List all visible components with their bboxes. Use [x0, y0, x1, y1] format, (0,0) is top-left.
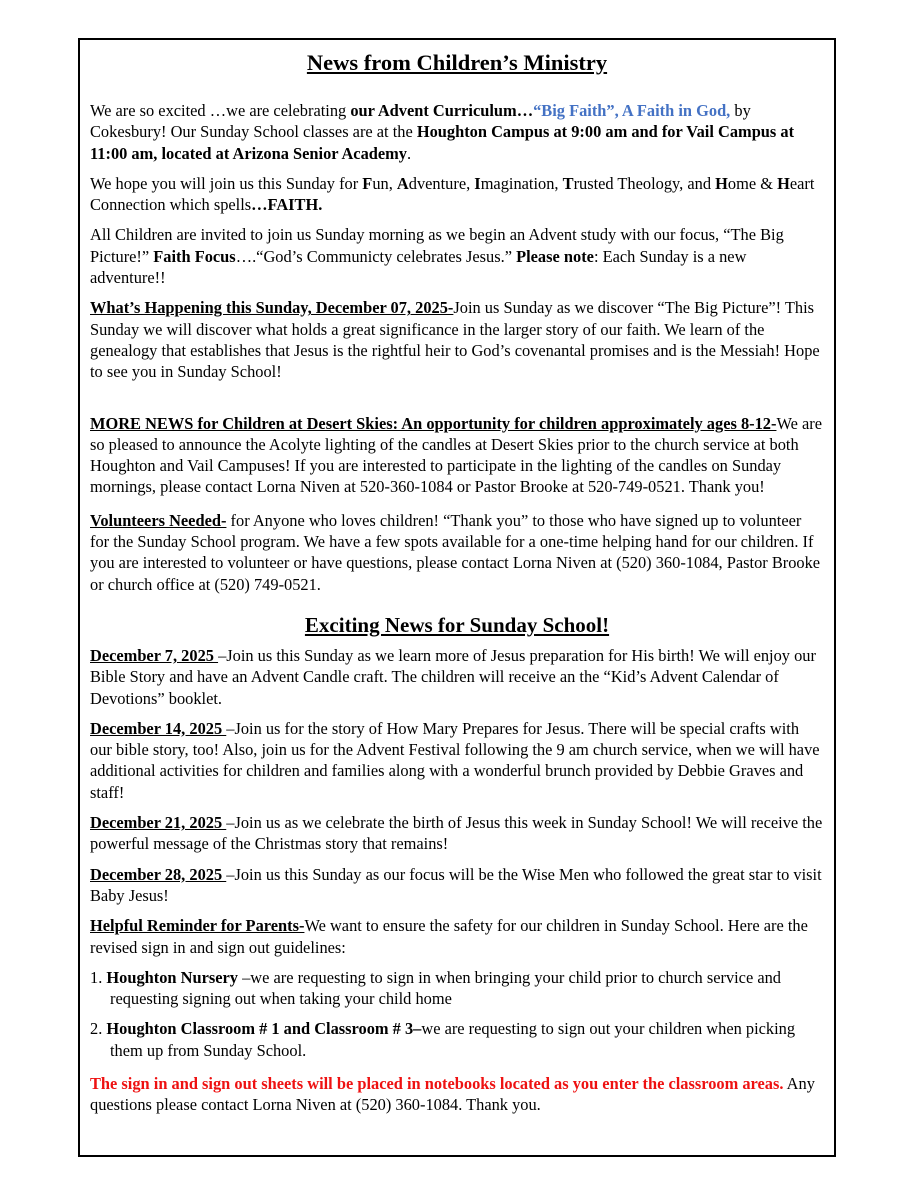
text-run: rusted Theology, and	[573, 173, 716, 193]
text-run: ome &	[727, 173, 778, 193]
paragraph	[90, 297, 824, 382]
paragraph	[90, 645, 824, 709]
text-run: 2.	[90, 1019, 107, 1039]
paragraph	[90, 812, 824, 855]
text-run: Houghton Classroom # 1 and Classroom # 3–	[106, 1019, 422, 1039]
text-run: Faith Focus	[153, 246, 236, 266]
text-run: Join us Sunday as we discover “The Big Picture”! This Sunday we will discover what holds a great significance in the larger story of our faith. We learn of the genealogy that establishes that Jesus is the rightful heir to God’s covenantal promises and is the Messiah! Hope to see you in Sunday School!	[90, 298, 820, 382]
text-run: All Children are invited to join us Sunday morning as we begin an Advent study with our focus, “The Big Picture!”	[90, 225, 784, 266]
text-run: MORE NEWS for Children at Desert Skies: An opportunity for children approximately ages 8-12-	[90, 413, 777, 433]
text-run: –Join us as we celebrate the birth of Jesus this week in Sunday School! We will receive the powerful message of the Christmas story that remains!	[90, 813, 823, 854]
text-run: eart Connection which spells	[90, 173, 815, 215]
text-run: magination,	[480, 173, 563, 193]
text-run: F	[362, 173, 373, 193]
text-run: Volunteers Needed-	[90, 510, 227, 530]
paragraph	[90, 413, 824, 498]
text-run: 1.	[90, 967, 107, 987]
text-run: H	[777, 173, 790, 193]
section-sunday-school	[90, 645, 824, 1116]
alert-red-text: The sign in and sign out sheets will be placed in notebooks located as you enter the classroom areas.	[90, 1073, 784, 1093]
text-run: December 7, 2025	[90, 645, 219, 665]
text-run: We are so pleased to announce the Acolyte lighting of the candles at Desert Skies prior to the church service at both Houghton and Vail Campuses! If you are interested to participate in the lighting of the candles on Sunday mornings, please contact Lorna Niven at 520-360-1084 or Pastor Brooke at 520-749-0521. Thank you!	[90, 413, 822, 497]
text-run: dventure,	[408, 173, 475, 193]
list-item	[90, 967, 824, 1010]
text-run: –we are requesting to sign in when bringing your child prior to church service and requesting signing out when taking your child home	[110, 967, 782, 1009]
section-heading-sunday-school: Exciting News for Sunday School!	[304, 612, 610, 637]
paragraph	[90, 864, 824, 907]
text-run: : Each Sunday is a new adventure!!	[90, 246, 747, 288]
highlighted-blue-text: “Big Faith”, A Faith in God,	[533, 101, 731, 120]
text-run: I	[474, 173, 481, 193]
text-run: December 28, 2025	[90, 864, 227, 884]
paragraph	[90, 718, 824, 803]
paragraph	[90, 510, 824, 595]
text-run: .	[407, 143, 412, 163]
section-children-ministry	[90, 100, 824, 595]
text-run: Any questions please contact Lorna Niven at (520) 360-1084. Thank you.	[90, 1073, 815, 1115]
paragraph	[90, 100, 824, 164]
text-run: un,	[372, 173, 397, 193]
text-run: A	[396, 173, 409, 193]
document-title: News from Children’s Ministry	[306, 50, 608, 75]
text-run: We want to ensure the safety for our children in Sunday School. Here are the revised sign in and sign out guidelines:	[90, 916, 808, 957]
text-run: for Anyone who loves children! “Thank you” to those who have signed up to volunteer for the Sunday School program. We have a few spots available for a one-time helping hand for our children. If you are interested to volunteer or have questions, please contact Lorna Niven at (520) 360-1084, Pastor Brooke or church office at (520) 749-0521.	[90, 510, 821, 594]
paragraph	[90, 915, 824, 958]
text-run: –Join us this Sunday as our focus will be the Wise Men who followed the great star to visit Baby Jesus!	[90, 864, 822, 905]
text-run: Houghton Campus at 9:00 am and for Vail Campus at 11:00 am, located at Arizona Senior Academy	[90, 122, 795, 163]
text-run: we are requesting to sign out your children when picking them up from Sunday School.	[110, 1019, 796, 1060]
paragraph	[90, 224, 824, 288]
text-run: …FAITH.	[251, 195, 323, 215]
text-run: H	[715, 173, 728, 193]
text-run: T	[562, 173, 574, 193]
text-run: –Join us this Sunday as we learn more of Jesus preparation for His birth! We will enjoy our Bible Story and have an Advent Candle craft. The children will receive an the “Kid’s Advent Calendar of Devotions” booklet.	[90, 645, 816, 708]
text-run: by Cokesbury! Our Sunday School classes are at the	[90, 101, 751, 142]
text-run: Please note	[516, 246, 594, 266]
text-run: –Join us for the story of How Mary Prepares for Jesus. There will be special crafts with our bible story, too! Also, join us for the Advent Festival following the 9 am church service, when we will have additional activities for children and families along with a wonderful brunch provided by Debbie Graves and staff!	[90, 718, 820, 802]
text-run: our Advent Curriculum…	[350, 101, 534, 120]
text-run: Houghton Nursery	[106, 967, 243, 987]
text-run: ….“God’s Communicty celebrates Jesus.”	[235, 246, 517, 266]
text-run: December 21, 2025	[90, 813, 227, 833]
text-run: What’s Happening this Sunday, December 07, 2025-	[90, 298, 454, 318]
text-run: We hope you will join us this Sunday for	[90, 173, 363, 193]
list-item	[90, 1018, 824, 1061]
paragraph	[90, 173, 824, 216]
paragraph	[90, 1073, 824, 1116]
text-run: We are so excited …we are celebrating	[90, 101, 351, 120]
text-run: December 14, 2025	[90, 718, 227, 738]
document-sheet	[78, 38, 836, 1157]
text-run: Helpful Reminder for Parents-	[90, 916, 305, 936]
